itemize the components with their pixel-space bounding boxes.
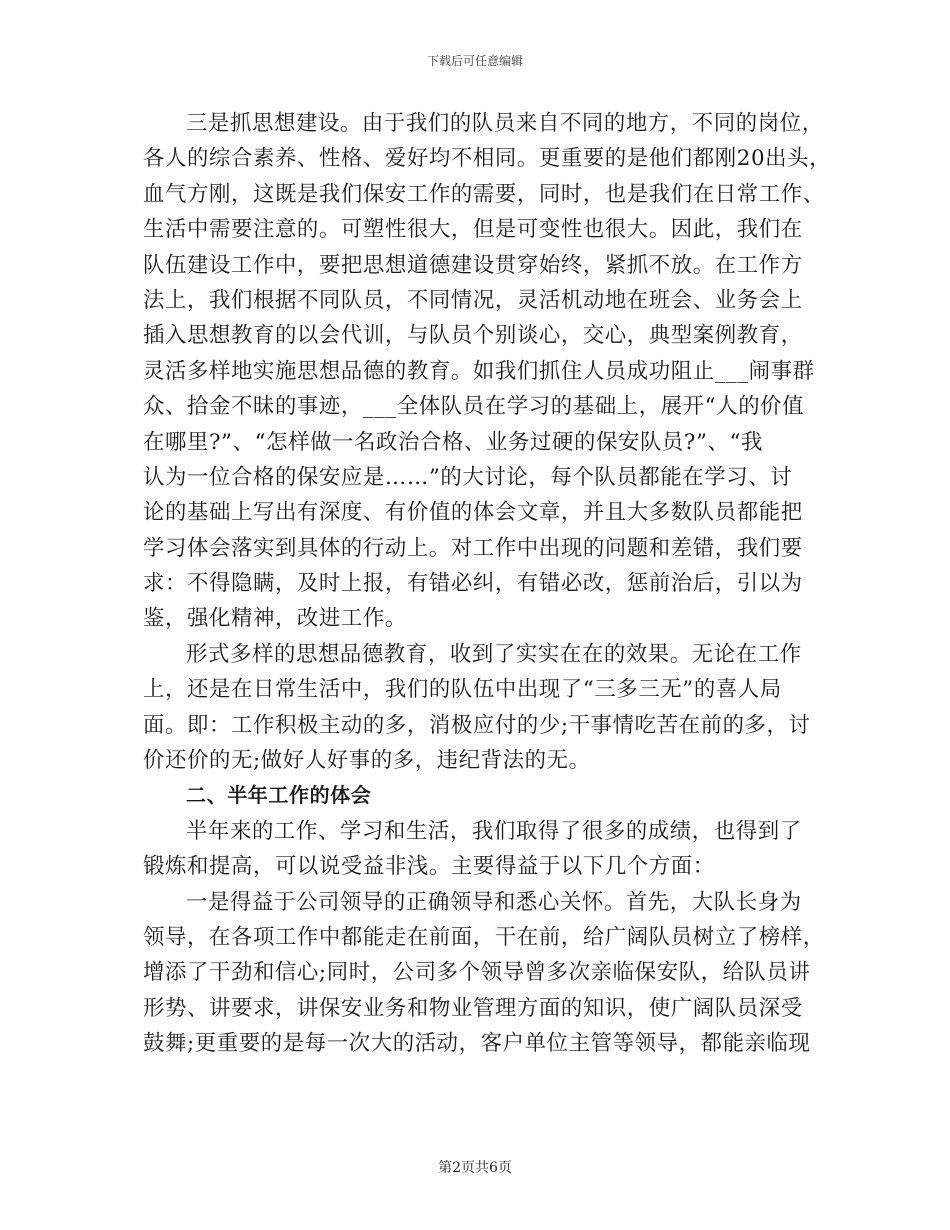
paragraph-line: 鉴，强化精神，改进工作。	[143, 606, 407, 632]
document-body	[143, 106, 832, 1062]
paragraph-line: 灵活多样地实施思想品德的教育。如我们抓住人员成功阻止___闹事群	[143, 358, 815, 384]
paragraph-line: 价还价的无;做好人好事的多，违纪背法的无。	[143, 748, 591, 774]
paragraph-line: 形势、讲要求，讲保安业务和物业管理方面的知识，使广阔队员深受	[143, 995, 803, 1021]
paragraph-line: 认为一位合格的保安应是……”的大讨论，每个队员都能在学习、讨	[143, 464, 793, 490]
paragraph-line: 队伍建设工作中，要把思想道德建设贯穿始终，紧抓不放。在工作方	[143, 252, 803, 278]
paragraph-line: 众、拾金不昧的事迹，___全体队员在学习的基础上，展开“人的价值	[143, 394, 805, 420]
paragraph-line: 各人的综合素养、性格、爱好均不相同。更重要的是他们都刚20出头，	[143, 146, 832, 172]
paragraph-line: 学习体会落实到具体的行动上。对工作中出现的问题和差错，我们要	[143, 535, 803, 561]
paragraph-line: 在哪里?”、“怎样做一名政治合格、业务过硬的保安队员?”、“我	[143, 429, 764, 455]
paragraph-line: 鼓舞;更重要的是每一次大的活动，客户单位主管等领导，都能亲临现	[143, 1031, 811, 1057]
paragraph-line: 三是抓思想建设。由于我们的队员来自不同的地方，不同的岗位，	[186, 111, 824, 136]
section-heading: 二、半年工作的体会	[186, 783, 372, 808]
paragraph-line: 面。即：工作积极主动的多，消极应付的少;干事情吃苦在前的多，讨	[143, 712, 811, 738]
paragraph-line: 插入思想教育的以会代训，与队员个别谈心，交心，典型案例教育，	[143, 323, 803, 349]
paragraph-line: 上，还是在日常生活中，我们的队伍中出现了“三多三无”的喜人局	[143, 677, 782, 703]
page-footer: 第2页共6页	[438, 1160, 512, 1176]
paragraph-line: 生活中需要注意的。可塑性很大，但是可变性也很大。因此，我们在	[143, 217, 803, 243]
paragraph-line: 锻炼和提高，可以说受益非浅。主要得益于以下几个方面：	[143, 854, 715, 880]
paragraph-line: 法上，我们根据不同队员，不同情况，灵活机动地在班会、业务会上	[143, 287, 803, 313]
paragraph-line: 一是得益于公司领导的正确领导和悉心关怀。首先，大队长身为	[186, 889, 802, 915]
page-header: 下载后可任意编辑	[426, 54, 523, 68]
paragraph-line: 半年来的工作、学习和生活，我们取得了很多的成绩，也得到了	[186, 818, 802, 844]
paragraph-line: 求：不得隐瞒，及时上报，有错必纠，有错必改，惩前治后，引以为	[143, 571, 803, 597]
paragraph-line: 增添了干劲和信心;同时，公司多个领导曾多次亲临保安队，给队员讲	[143, 960, 811, 986]
paragraph-line: 形式多样的思想品德教育，收到了实实在在的效果。无论在工作	[186, 641, 802, 667]
paragraph-line: 血气方刚，这既是我们保安工作的需要，同时，也是我们在日常工作、	[143, 181, 825, 207]
paragraph-line: 领导，在各项工作中都能走在前面，干在前，给广阔队员树立了榜样，	[143, 924, 825, 950]
paragraph-line: 论的基础上写出有深度、有价值的体会文章，并且大多数队员都能把	[143, 500, 803, 526]
